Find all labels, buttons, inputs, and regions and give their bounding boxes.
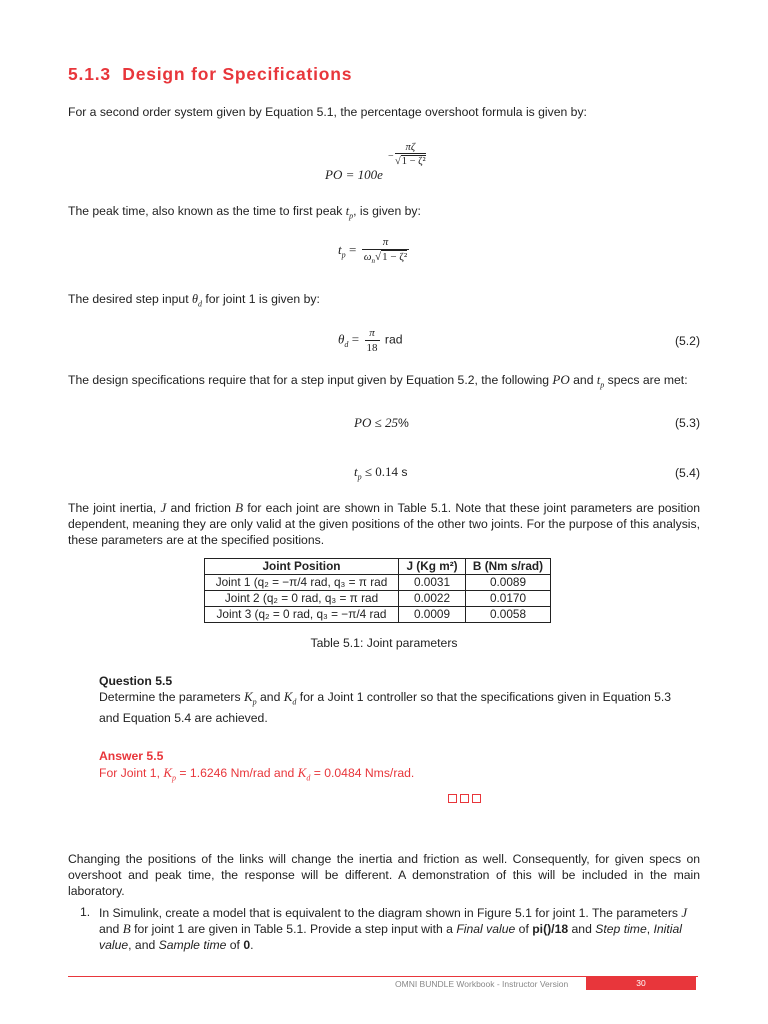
answer-body: For Joint 1, $K_p = 1.6246$ Nm/rad and $K_d = 0.0484$ Nms/rad. [99,765,415,783]
equation-number-5-3: (5.3) [674,416,700,430]
section-heading [68,64,352,85]
end-of-answer-marks [448,794,481,803]
equation-tp: $t_p$ = $\frac{\pi}{\omega_n√1 - \zeta^2}$ [338,236,408,266]
footer-text: OMNI BUNDLE Workbook - Instructor Version [395,979,569,989]
equation-theta: $\theta_d$ = $\frac{\pi}{18}$ rad [338,327,403,354]
section-number: 5.1.3 [68,64,111,84]
intro-paragraph: For a second order system given by Equation 5.1, the percentage overshoot formula is given by: [68,105,587,119]
specs-paragraph: The design specifications require that for a step input given by Equation 5.2, the following PO and $t_p$ specs are met: [68,372,688,390]
table-cell-j: 0.0009 [399,607,466,623]
table-header-row [205,559,551,575]
step-input-paragraph: The desired step input $\theta_d$ for joint 1 is given by: [68,292,320,309]
eq-po-exponent [395,142,426,167]
eq-po-sqrt-sign: √ [395,156,401,167]
table-header: J (Kg m²) [399,559,466,575]
table-cell-j: 0.0022 [399,591,466,607]
equation-number-5-2: (5.2) [674,334,700,348]
table-cell-joint: Joint 3 (q₂ = 0 rad, q₃ = −π/4 rad [205,607,399,623]
closing-paragraph: Changing the positions of the links will change the inertia and friction as well. Consequently, for given specs on overshoot and peak time, the response will be different. A demonstration of this will be included in the main laboratory. [68,852,700,898]
table-header: Joint Position [205,559,399,575]
question-title: Question 5.5 [99,674,173,688]
eq-po-exp-num: πζ [405,142,416,153]
eq-po-exp-den: 1 − ζ² [401,156,426,167]
section-title: Design for Specifications [122,64,353,84]
eq-po-minus: − [388,151,394,162]
equation-po-spec: PO ≤ 25% [354,415,409,430]
inertia-paragraph: The joint inertia, J and friction B for each joint are shown in Table 5.1. Note that these joint parameters are position dependent, meaning they are only valid at the given positions of the other two joints. For the purpose of this analysis, these parameters are at the specified positions. [68,500,700,547]
table-cell-j: 0.0031 [399,575,466,591]
table-cell-b: 0.0170 [466,591,551,607]
equation-tp-spec: $t_p \le 0.14$ s [354,464,408,482]
answer-title: Answer 5.5 [99,749,164,763]
square-icon [472,794,481,803]
peak-time-paragraph: The peak time, also known as the time to first peak $t_p$, is given by: [68,204,421,221]
table-cell-joint: Joint 1 (q₂ = −π/4 rad, q₃ = π rad [205,575,399,591]
list-item-number: 1. [80,905,91,919]
table-cell-b: 0.0089 [466,575,551,591]
table-cell-joint: Joint 2 (q₂ = 0 rad, q₃ = π rad [205,591,399,607]
joint-parameters-table [204,558,551,623]
eq-po-lhs: PO = 100e [325,167,383,182]
question-body: Determine the parameters $K_p$ and $K_d$ for a Joint 1 controller so that the specifications given in Equation 5.3 and Equation 5.4 are achieved. [99,689,672,726]
table-row [205,591,551,607]
square-icon [460,794,469,803]
square-icon [448,794,457,803]
table-header: B (Nm s/rad) [466,559,551,575]
equation-number-5-4: (5.4) [674,466,700,480]
table-caption: Table 5.1: Joint parameters [310,636,458,650]
table-cell-b: 0.0058 [466,607,551,623]
table-row [205,575,551,591]
list-item-1: In Simulink, create a model that is equivalent to the diagram shown in Figure 5.1 for joint 1. The parameters J and B for joint 1 are given in Table 5.1. Provide a step input with a Final value of pi()/18 and Step time, Initial value, and Sample time of 0. [99,905,688,952]
equation-po [325,140,455,186]
page-number: 30 [586,977,696,990]
table-row [205,607,551,623]
